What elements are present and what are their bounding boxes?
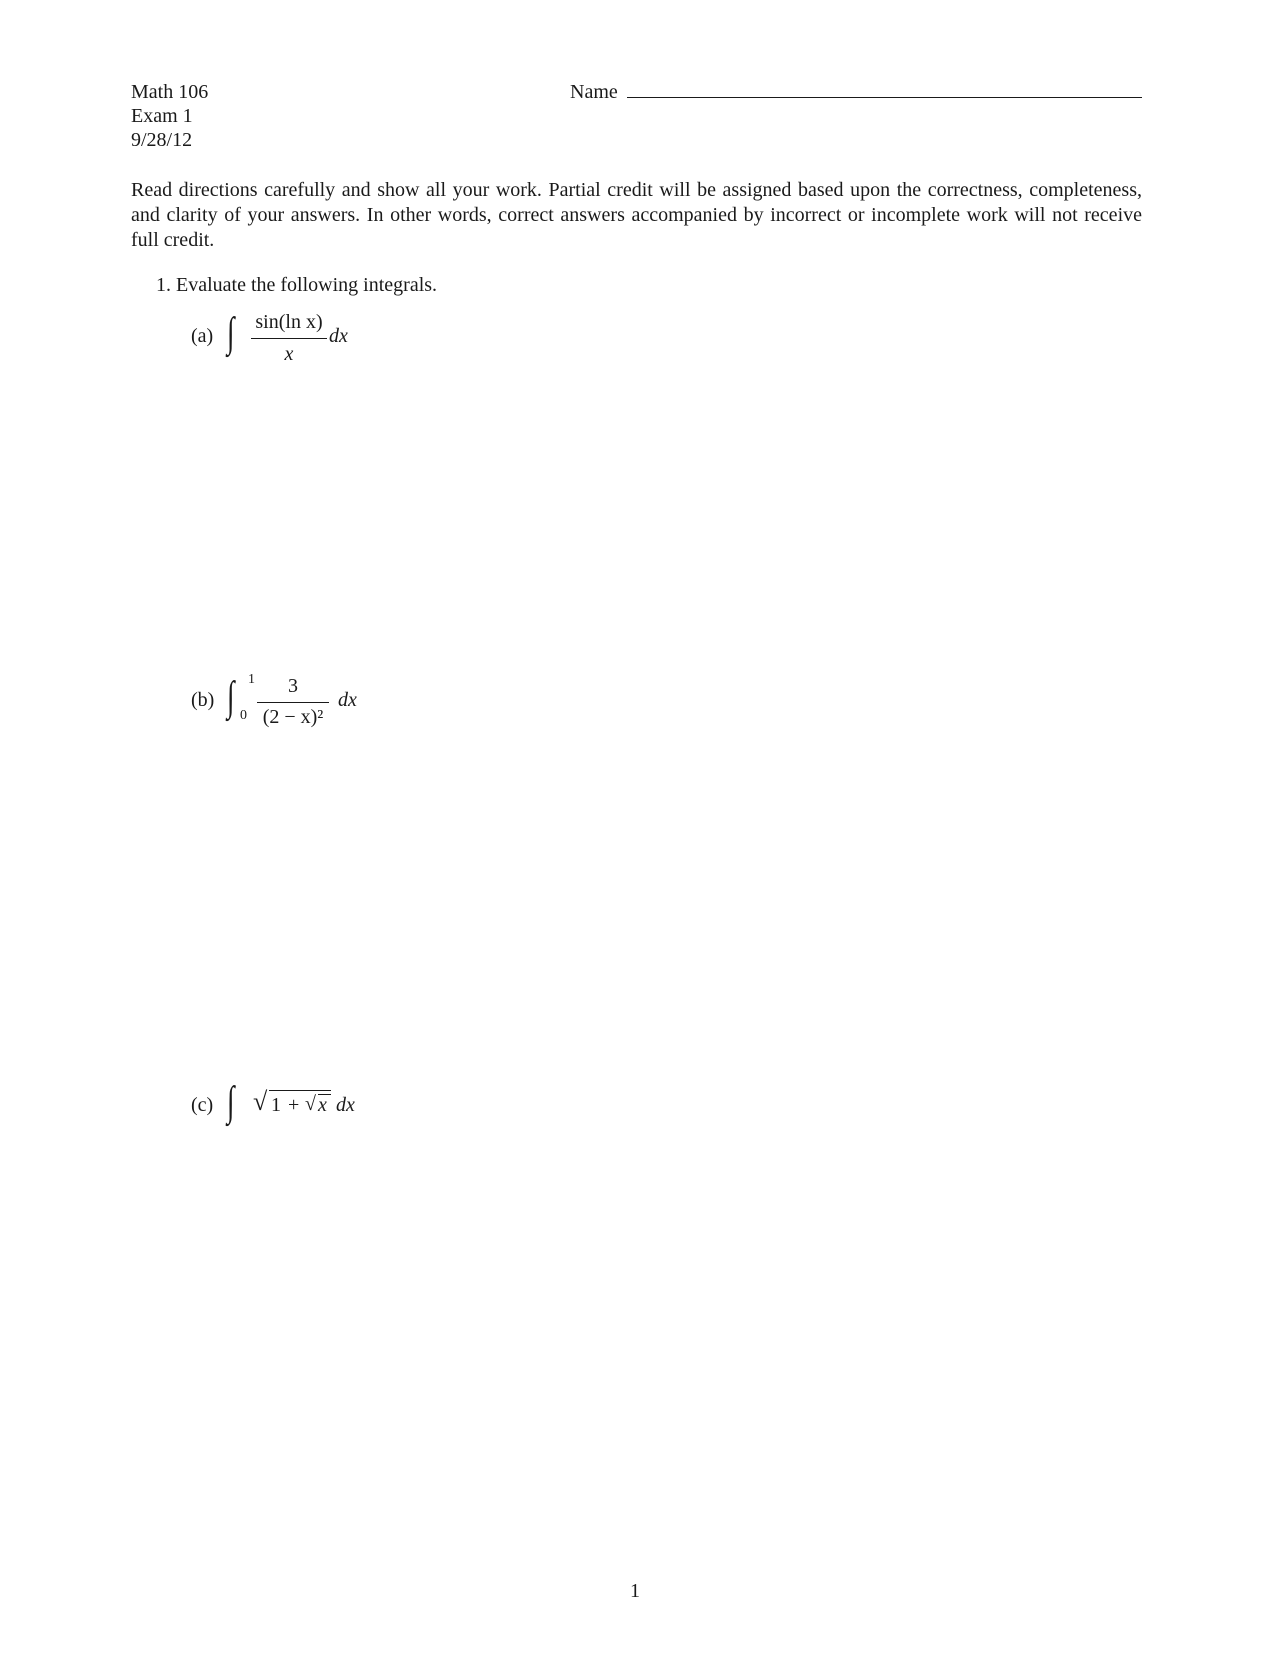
problem-part-a [191,310,371,370]
radical-constant: 1 [271,1094,281,1116]
fraction-numerator: 3 [288,675,298,697]
exam-date: 9/28/12 [131,129,193,151]
name-field [570,80,1142,106]
differential: dx [336,1094,355,1116]
upper-limit: 1 [248,672,255,687]
integral-sign: ∫ [227,674,235,720]
problem-part-b [191,674,391,744]
radical-sign: √ [253,1087,268,1116]
integral-sign: ∫ [227,310,235,356]
inner-radical-sign: √ [305,1093,316,1115]
problem-1-heading [156,273,437,297]
fraction-bar [257,702,329,703]
exam-title: Exam 1 [131,105,193,127]
directions-paragraph: Read directions carefully and show all your work. Partial credit will be assigned based upon the correctness, completeness, and clarity of your answers. In other words, correct answers accompanied by incorrect or incomplete work will not receive full credit. [131,179,1142,251]
integral-sign: ∫ [227,1079,235,1125]
fraction-denominator: (2 − x)² [262,706,324,728]
fraction-bar [251,338,327,339]
course-title: Math 106 [131,81,209,103]
part-c-label: (c) [191,1094,214,1116]
radical-variable: x [318,1094,327,1116]
problem-number: 1. [156,274,171,296]
fraction-numerator: sin(ln x) [255,311,323,333]
fraction-denominator: x [284,343,294,365]
radical-bar [269,1090,331,1091]
problem-part-c [191,1079,391,1135]
name-label: Name [570,81,618,103]
differential: dx [329,325,348,347]
page-number: 1 [630,1580,640,1602]
lower-limit: 0 [240,708,247,723]
part-b-label: (b) [191,689,215,711]
problem-prompt: Evaluate the following integrals. [176,274,438,296]
exam-header [131,80,208,152]
name-blank-line [627,97,1142,98]
part-a-label: (a) [191,325,214,347]
differential: dx [338,689,357,711]
plus-sign: + [288,1094,300,1116]
